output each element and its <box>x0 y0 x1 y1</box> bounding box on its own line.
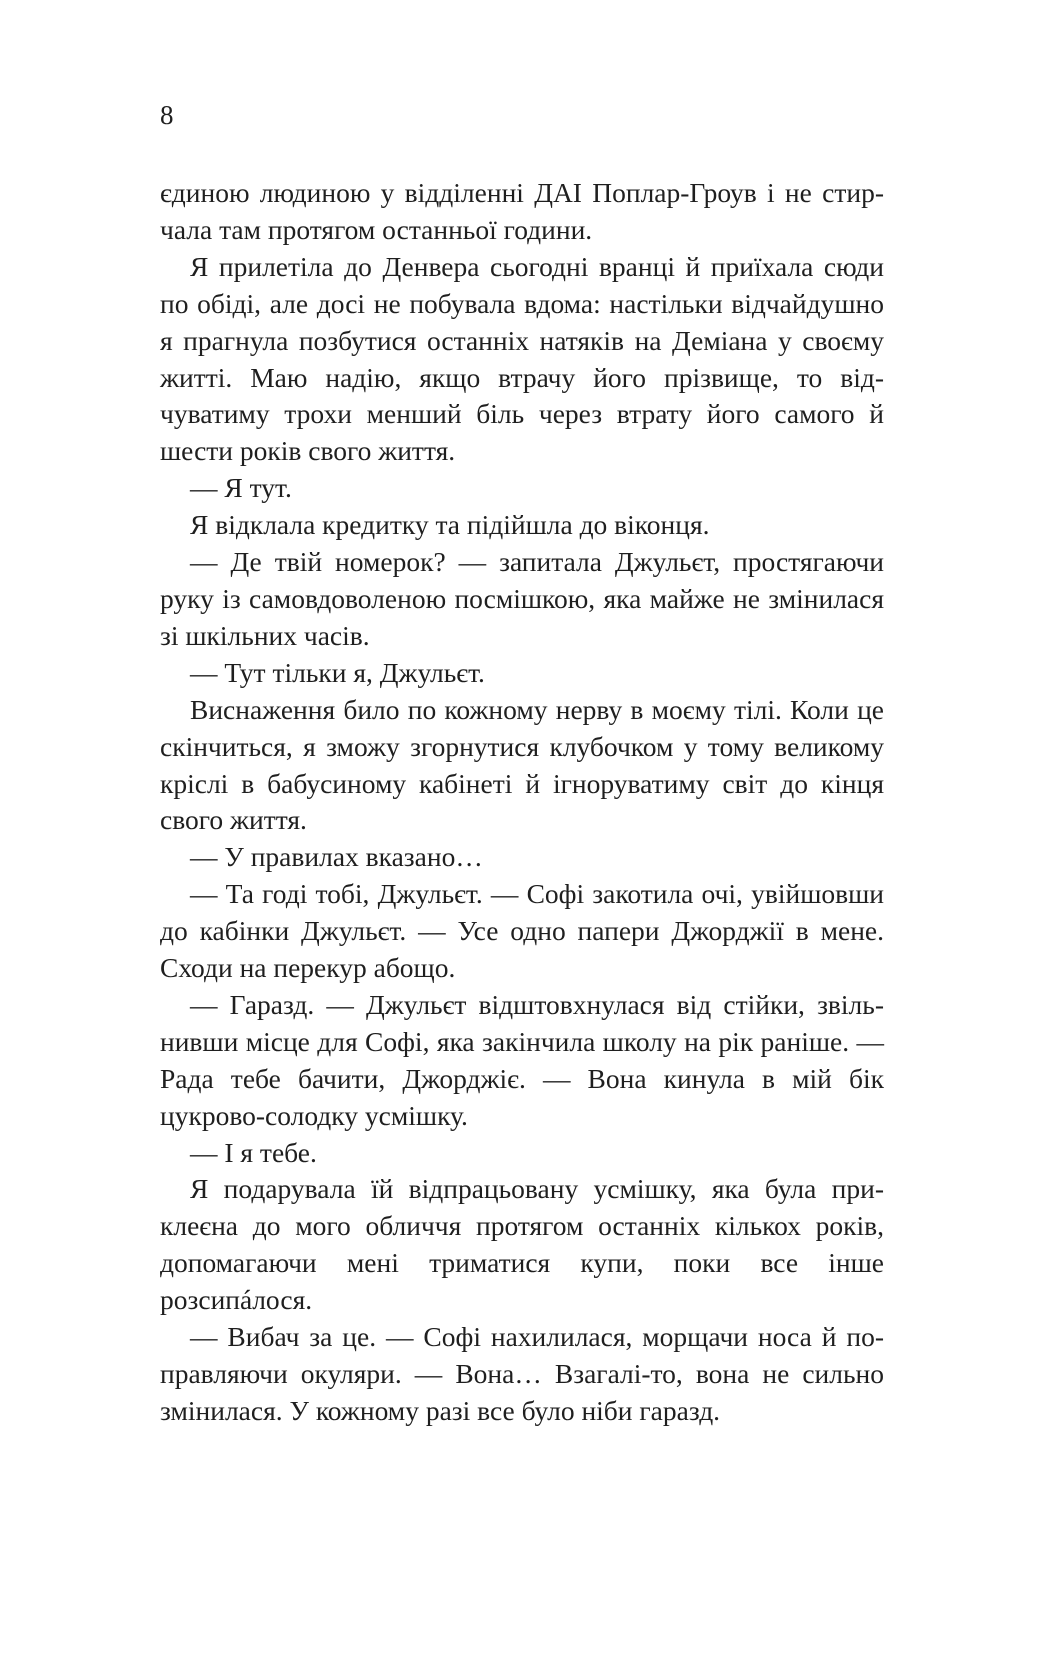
body-text <box>160 175 884 1430</box>
paragraph: єдиною людиною у відділенні ДАІ Поплар-Гроув і не стирчала там протягом останньої години. <box>160 177 884 245</box>
page-number: 8 <box>160 100 174 130</box>
paragraph: — Я тут. <box>190 472 292 504</box>
paragraph: — Та годі тобі, Джульєт. — Софі закотила очі, увійшовши до кабінки Джульєт. — Усе одно папери Джорджії в мене. Сходи на перекур абощо. <box>160 878 884 984</box>
paragraph: Я подарувала їй відпрацьовану усмішку, яка була приклеєна до мого обличчя протягом останніх кількох років, допомагаючи мені триматися купи, поки все інше розсипáлося. <box>160 1173 884 1316</box>
paragraph: — Де твій номерок? — запитала Джульєт, простягаючи руку із самовдоволеною посмішкою, яка майже не змiнилася зі шкільних часів. <box>160 546 884 651</box>
paragraph: — У правилах вказано… <box>190 841 483 873</box>
paragraph: — Гаразд. — Джульєт відштовхнулася від стійки, звільнивши місце для Софі, яка закінчила школу на рік раніше. — Рада тебе бачити, Джорджіє. — Вона кинула в мій бік цукрово-солодку усмішку. <box>160 988 884 1131</box>
paragraph: Я відклала кредитку та підійшла до віконця. <box>190 509 710 541</box>
paragraph: — І я тебе. <box>190 1136 317 1168</box>
paragraph: Виснаження било по кожному нерву в моєму тілі. Коли це скінчиться, я зможу згорнутися клубочком у тому великому кріслі в бабусиному кабінеті й ігноруватиму світ до кінця свого життя. <box>160 693 884 836</box>
paragraph: — Вибач за це. — Софі нахилилася, морщачи носа й поправляючи окуляри. — Вона… Взагалі-то, вона не сильно змінилася. У кожному разі все було ніби гаразд. <box>160 1321 884 1426</box>
paragraph: Я прилетіла до Денвера сьогодні вранці й приїхала сюди по обіді, але досі не побувала вдома: настільки відчайдушно я прагнула позбутися останніх натяків на Деміана у своєму житті. Маю надію, якщо втрачу його прізвище, то відчуватиму трохи менший біль через втрату його самого й шести років свого життя. <box>160 250 884 467</box>
paragraph: — Тут тільки я, Джульєт. <box>190 656 485 688</box>
